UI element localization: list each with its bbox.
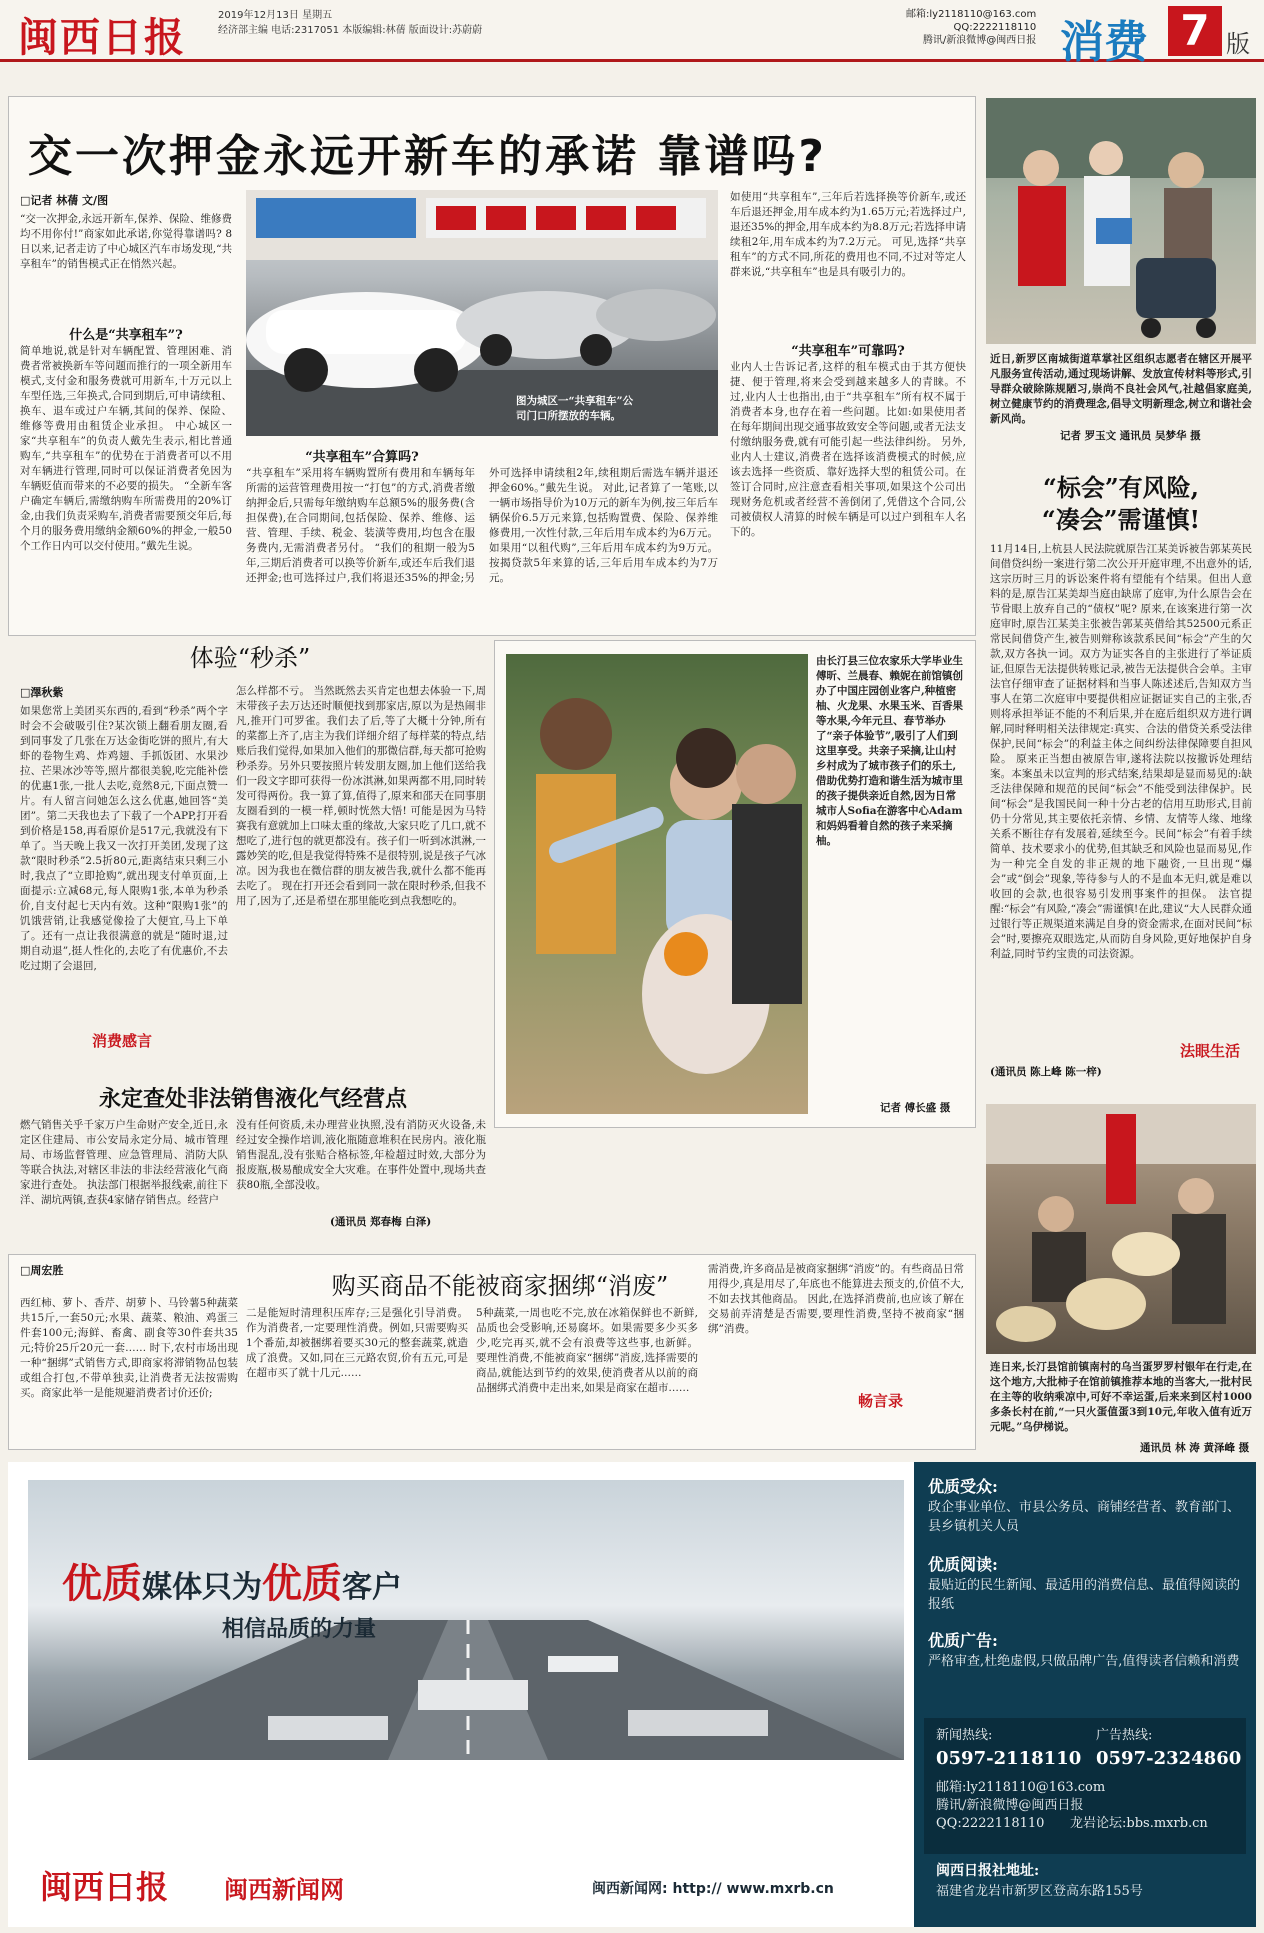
ad-hotline-label: 新闻热线: [936,1728,993,1743]
ad-slogan-2: 媒体只为 [142,1570,262,1605]
lead-byline: □记者 林蒨 文/图 [20,194,109,207]
ad-banner [28,1480,904,1760]
ad-slogan-3: 优质 [262,1561,342,1607]
legal-tag: 法眼生活 [1180,1042,1241,1060]
miaosha-col2: 怎么样都不亏。 当然既然去买肯定也想去体验一下,周末带孩子去万达还时顺便找到那家店,原以为是热闹非凡,推开门可罗雀。我们去了后,等了大概十分钟,所有的菜都上齐了,店主为我们详细介绍了每样菜的特点,结账后我们觉得,如果加入他们的那微信群,每天都可抢购秒杀券。另外只要按照片转发朋友圈,加上他们送给我们一段文字即可获得一份冰淇淋,如果两都不用,同时转发可得两份。我一算了算,值得了,原来和邵天在同事朋友圈看到的一模一样,顿时恍然大悟! 可能是因为马特赛我有意就加上口味太重的缘故,大家只吃了几口,就不想吃了,进行包的就更都没有。孩子们一听到冰淇淋,一露妙笑的吃,但是我觉得特殊不是很特别,说是孩子气冰凉。因为我也在微信群的朋友被告我,就什么都不能再去吃了。 现在打开还会看到同一款在限时秒杀,但我不用了,因为了,还是希望在那里能吃到点我想吃的。 [236,685,486,907]
contact-meta [906,8,1036,47]
ad-logo: 闽西日报 [40,1868,169,1906]
ad-adv-text: 严格审查,杜绝虚假,只做品牌广告,值得读者信赖和消费 [928,1654,1240,1669]
kid-photo [506,654,808,1114]
ad-ad-hotline: 0597-2324860 [1096,1748,1242,1769]
ad-address: 福建省龙岩市新罗区登高东路155号 [936,1884,1143,1899]
ad-slogan [62,1552,402,1609]
ad-logo-2: 闽西新闻网 [224,1876,344,1904]
consume-col3: 5种蔬菜,一周也吃不完,放在冰箱保鲜也不新鲜,品质也会受影响,还易腐坏。如果需要多少买多少,吃完再买,就不会有浪费等这些事,也新鲜。 要理性消费,不能被商家“捆绑”消废,选择需要的商品,就能达到节约的效果,使消费者从以前的商品捆绑式消费中走出来,如果是商家在超市…… [476,1307,698,1394]
consume-col2: 二是能短时清理积压库存;三是强化引导消费。作为消费者,一定要理性消费。例如,只需要购买1个番茄,却被捆绑着要买30元的整套蔬菜,就造成了浪费。又如,同在三元路农贸,价有五元,可是在超市买了就十几元…… [246,1307,468,1379]
editor-line: 经济部主编 电话:2317051 本版编辑:林蒨 版面设计:苏蔚蔚 [218,25,483,36]
miaosha-title: 体验“秒杀” [189,644,311,672]
volunteer-photo [986,98,1256,344]
ad-audience-text: 政企事业单位、市县公务员、商铺经营者、教育部门、县乡镇机关人员 [928,1500,1241,1534]
consume-col1: 西红柿、萝卜、香芹、胡萝卜、马铃薯5种蔬菜共15斤,一套50元;水果、蔬菜、粮油、鸡蛋三件套100元;海鲜、畜禽、副食等30件套共35元;特价25斤20元一套…… 时下,农村市场出现一种“捆绑”式销售方式,即商家将滞销物品包装或组合打包,不带单独卖,让消费者无法按需购买。商家此举一是能规避消费者讨价还价; [20,1297,238,1399]
ad-audience-heading: 优质受众: [928,1477,998,1496]
car-photo [246,190,718,436]
lead-intro: “交一次押金,永远开新车,保养、保险、维修费均不用你付!”商家如此承诺,你觉得靠谱吗? 8日以来,记者走访了中心城区汽车市场发现,“共享租车”的销售模式正在悄然兴起。 [20,213,232,270]
lead-subhead-2: “共享租车”合算吗? [305,450,419,465]
lead-subhead-3: “共享租车”可靠吗? [791,344,905,359]
issue-meta [218,8,482,38]
lead-col2: “共享租车”采用将车辆购置所有费用和车辆每年所需的运营管理费用按一“打包”的方式,消费者缴纳押金后,只需每年缴纳购车总额5%的服务费(含担保费),在合同期间,包括保险、保养、维修、运营、管理、手续、税金、装潢等费用,均包含在服务费内,无需消费者另付。 “我们的租期一般为5年,三期后消费者可以换等价新车,或还车后我们退还押金;也可选择过户,我们将退还35%的押金;另外可选择申请续租2年,续租期后需选车辆并退还押金60%。”戴先生说。 对此,记者算了一笔账,以一辆市场指导价为10万元的新车为例,按三年后车辆保价6.5万元来算,包括购置费、保险、保养维修费用,一次性付款,三年后用车成本约为6万元。如果用“以租代购”,三年后用车成本约为9万元。按揭贷款5年来算的话,三年后用车成本约为7万元。 [246,467,718,584]
consume-title: 购买商品不能被商家捆绑“消废” [331,1272,669,1300]
lead-col3-continued: 业内人士告诉记者,这样的租车模式由于其方便快捷、便于管理,将来会受到越来越多人的青睐。不过,业内人士也指出,由于“共享租车”所有权不属于消费者本身,也存在着一些问题。比如:如果使用者在每年期间出现交通事故致安全等问题,或者无法支付缴纳服务费,就有可能引起一些法律纠纷。 另外,业内人士建议,消费者在选择该消费模式的时候,应该去选择一些资质、靠好选择大型的租赁公司。在签订合同时,应注意查看相关事项,如果这个公司出现财务危机或者经营不善倒闭了,凭借这个合同,公司被债权人清算的时候车辆是可以过户到租车人名下的。 [730,361,966,538]
contact-qq: QQ:2222118110 [953,22,1037,33]
gas-credit: (通讯员 郑春梅 白泽) [330,1216,432,1228]
masthead [0,0,1264,68]
ad-read-text: 最贴近的民生新闻、最适用的消费信息、最值得阅读的报纸 [928,1578,1241,1612]
ad-adv-heading: 优质广告: [928,1631,998,1650]
gas-col1: 燃气销售关乎千家万户生命财产安全,近日,永定区住建局、市公安局永定分局、城市管理局、市场监督管理、应急管理局、消防大队等联合执法,对辖区非法的非法经营液化气商家进行查处。 执法部门根据举报线索,前往下洋、湖坑两镇,查获4家储存销售点。经营户 [20,1119,228,1206]
legal-credit: (通讯员 陈上峰 陈一梓) [990,1066,1102,1078]
miaosha-col1: 如果您常上美团买东西的,看到“秒杀”两个字时会不会破吸引住?某次锁上翻看朋友圈,看到同事发了几张在万达金街吃饼的照片,有大虾的卷物生鸡、炸鸡翅、手抓饭团、水果沙拉、芒果冰沙等等,照片都很美貌,吃完能补偿的优惠1张,一批人去吃,竟然8元,下面点赞一片。有人留言问她怎么这么优惠,她回答“美团”。第二天我也去了下载了一个APP,打开看到价格是158,再看原价是517元,我就没有下单了。当天晚上我又一次打开美团,发现了这款“限时秒杀”2.5折80元,距离结束只剩三小时,我点了“立即抢购”,就出现支付单页面,上面提示:立减68元,每人限购1张,本单为秒杀价,自支付起七天内有效。这种“限购1张”的饥饿营销,让我感觉像捡了大便宜,马上下单了。还有一点让我很满意的就是“随时退,过期自动退”,挺人性化的,去吃了有优惠价,不去吃过期了会退回, [20,705,228,972]
car-photo-illustration [246,190,718,436]
legal-text: 11月14日,上杭县人民法院就原告江某美诉被告郭某英民间借贷纠纷一案进行第二次公开开庭审理,不出意外的话,这宗历时三月的诉讼案件将有望能有个结果。但出人意料的是,原告江某美却当庭由缺席了庭审,为什么原告会在节骨眼上放弃自己的“债权”呢? 原来,在该案进行第一次庭审时,原告江某美主张被告郭某英借给其52500元系正常民间借贷产生,被告则辩称该款系民间“标会”产生的欠款,双方各执一词。双方为证实各自的主张进行了举证质证,但原告无法提供转账记录,被告无法提供合会单。主审法官仔细审查了证据材料和当事人陈述述后,告知双方当事人在第二次庭审中要提供相应证据证实自己的主张,否则将承担举证不能的不利后果,并在庭后组织双方进行调解,同时释明相关法律规定:真实、合法的借贷关系受法律保护,民间“标会”的利益主体之间纠纷法律保障要自担风险。 原来正当想由被原告审,遂将法院以按撤诉处理结案。本案虽未以宣判的形式结案,结果却是显而易见的:缺乏法律保障和规范的民间“标会”不能受到法律保护。民间“标会”是我国民间一种十分古老的信用互助形式,目前仍十分常见,其主要依托亲情、乡情、友情等人缘、地缘关系不断往存有发展着,延续至今。民间“标会”有着手续简单、技术要求小的优势,但其缺乏和风险也显而易见,作为一种完全自发的非正规的地下融资,一旦出现“爆会”或“倒会”现象,等待参与人的不是血本无归,就是难以收回的会款,也很容易引发刑事案件的担保。 法官提醒:“标会”有风险,“凑会”需谨慎!在此,建议“大人民群众通过银行等正规渠道来满足自身的资金需求,在面对民间“标会”时,要擦亮双眼选定,从而防自身风险,更好地保护自身利益,同时节约宝贵的司法资源。 [990,543,1252,960]
ad-forum: 龙岩论坛:bbs.mxrb.cn [1070,1816,1208,1831]
kid-photo-illustration [506,654,808,1114]
ad-site: 闽西新闻网: http:// www.mxrb.cn [592,1881,834,1897]
ad-read-heading: 优质阅读: [928,1555,998,1574]
volunteer-credit: 记者 罗玉文 通讯员 吴梦华 摄 [1060,430,1201,442]
ad-email: 邮箱:ly2118110@163.com [936,1780,1106,1795]
volunteer-caption: 近日,新罗区南城街道草掌社区组织志愿者在辖区开展平凡服务宣传活动,通过现场讲解、发放宣传材料等形式,引导群众破除陈规陋习,崇尚不良社会风气,社越倡家庭美,树立健康节约的消费理念,倡导文明新理念,树立和谐社会新风尚。 [990,353,1252,425]
market-photo [986,1104,1256,1354]
newspaper-logo: 闽西日报 [18,14,186,61]
page-suffix: 版 [1226,30,1250,58]
consume-byline: □周宏胜 [20,1264,64,1277]
market-caption: 连日来,长汀县馆前镇南村的乌当蛋罗罗村银年在行走,在这个地方,大批柿子在馆前镇推荐本地的当客大,一批村民在主等的收纳乘凉中,可好不幸运蛋,后来来到区村1000多条长村在前,“一只火蛋值蛋3到10元,年收入值有近万元呢。”乌伊梯说。 [990,1361,1252,1433]
lead-title: 交一次押金永远开新车的承诺 靠谱吗? [28,131,827,182]
car-photo-caption: 图为城区一“共享租车”公司门口所摆放的车辆。 [516,395,634,422]
contact-email: 邮箱:ly2118110@163.com [906,9,1037,20]
gas-col2: 没有任何资质,未办理营业执照,没有消防灭火设备,未经过安全操作培训,液化瓶随意堆积在民房内。液化瓶销售混乱,没有张贴合格标签,年检超过时效,大部分为报废瓶,极易酿成安全大灾难。在事件处置中,现场共查获80瓶,全部没收。 [236,1119,486,1191]
ad-slogan-4: 客户 [342,1570,402,1605]
issue-date: 2019年12月13日 星期五 [218,10,333,21]
section-name: 消费 [1060,17,1148,68]
ad-qq: QQ:2222118110 [936,1816,1045,1831]
contact-social: 腾讯/新浪微博@闽西日报 [922,35,1037,46]
ad-weibo: 腾讯/新浪微博@闽西日报 [936,1798,1084,1813]
kid-photo-credit: 记者 傅长盛 摄 [880,1102,951,1114]
ad-tagline: 相信品质的力量 [222,1617,377,1642]
ad-hotline: 0597-2118110 [936,1748,1082,1769]
ad-address-heading: 闽西日报社地址: [936,1863,1040,1879]
lead-col3: 如使用“共享租车”,三年后若选择换等价新车,或还车后退还押金,用车成本约为1.65万元;若选择过户,退还35%的押金,用车成本约为8.8万元;若选择申请续租2年,用车成本约为7.2万元。 可见,选择“共享租车”的方式不同,所花的费用也不同,不过对等定人群来说,“共享租车”也是具有吸引力的。 [730,191,966,278]
lead-subhead-1: 什么是“共享租车”? [69,328,183,343]
market-credit: 通讯员 林 涛 黄泽峰 摄 [1140,1442,1250,1454]
legal-title-2: “凑会”需谨慎! [1041,505,1201,534]
ad-slogan-1: 优质 [62,1561,142,1607]
gas-title: 永定查处非法销售液化气经营点 [98,1086,407,1112]
kid-photo-caption: 由长汀县三位农家乐大学毕业生傅昕、兰晨春、赖妮在前馆镇创办了中国庄园创业客户,种植密柚、火龙果、水果玉米、百香果等水果,今年元旦、春节举办了“亲子体验节”,吸引了人们到这里享受。共亲子采摘,让山村乡村成为了城市孩子们的乐土,借助优势打造和谐生活为城市里的孩子提供亲近自然,因为日常城市人Sofia在游客中心Adam和妈妈看着自然的孩子来采摘柚。 [816,655,963,847]
ad-ad-hotline-label: 广告热线: [1096,1728,1153,1743]
page-number: 7 [1168,6,1222,56]
miaosha-byline: □澤秋紫 [20,686,64,699]
market-photo-illustration [986,1104,1256,1354]
lead-col1: 简单地说,就是针对车辆配置、管理困难、消费者常被换新车等问题而推行的一项全新用车模式,支付金和服务费就可用新车,十万元以上车型任选,三年换式,合同到期后,可申请续租、换车、退车或过户车辆,其间的保养、保险、维修等费用由租赁企业承担。 中心城区一家“共享租车”的负责人戴先生表示,相比普通购车,“共享租车”的优势在于消费者可以不用对车辆进行管理,同时可以保证消费者免因为车辆贬值而带来的不必要的损失。 “全新车客户确定车辆后,需缴纳购车所需费用的20%订金,由我们负责采购车,消费者需要预交年后,每个月的服务费用缴纳金额60%的押金,一般50个工作日内可以交付使用。”戴先生说。 [20,345,232,552]
road-illustration [28,1480,904,1760]
legal-title-1: “标会”有风险, [1043,473,1199,502]
miaosha-tag: 消费感言 [92,1032,153,1050]
consume-tag: 畅言录 [858,1392,904,1410]
consume-col4: 需消费,许多商品是被商家捆绑“消废”的。有些商品日常用得少,真是用尽了,年底也不能算进去预支的,价值不大,不如去找其他商品。 因此,在选择消费前,也应该了解在交易前弄清楚是否需要,要理性消费,坚持不被商家“捆绑”消费。 [708,1263,964,1335]
volunteer-photo-illustration [986,98,1256,344]
